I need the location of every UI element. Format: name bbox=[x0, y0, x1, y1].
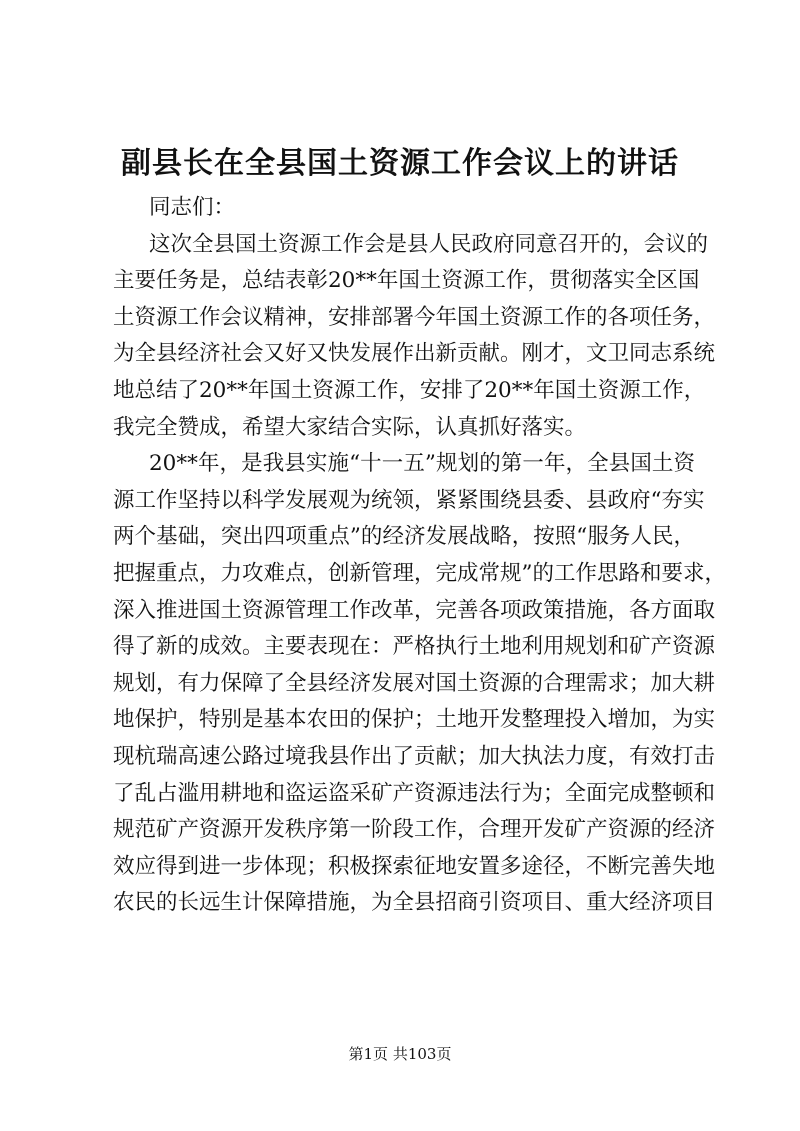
paragraph-line: 这次全县国土资源工作会是县人民政府同意召开的，会议的 bbox=[149, 231, 709, 257]
paragraph-line: 为全县经济社会又好又快发展作出新贡献。刚才，文卫同志系统 bbox=[113, 341, 716, 367]
paragraph-line: 地保护，特别是基本农田的保护；土地开发整理投入增加，为实 bbox=[113, 707, 716, 733]
paragraph-line: 规划，有力保障了全县经济发展对国土资源的合理需求；加大耕 bbox=[113, 670, 716, 696]
paragraph-line: 源工作坚持以科学发展观为统领，紧紧围绕县委、县政府“夯实 bbox=[113, 487, 705, 513]
paragraph-line: 我完全赞成，希望大家结合实际，认真抓好落实。 bbox=[113, 414, 587, 440]
paragraph-line: 了乱占滥用耕地和盗运盗采矿产资源违法行为；全面完成整顿和 bbox=[113, 780, 716, 806]
paragraph-line: 深入推进国土资源管理工作改革，完善各项政策措施，各方面取 bbox=[113, 597, 716, 623]
paragraph-line: 两个基础，突出四项重点”的经济发展战略，按照“服务人民， bbox=[113, 524, 695, 550]
paragraph-line: 现杭瑞高速公路过境我县作出了贡献；加大执法力度，有效打击 bbox=[113, 743, 716, 769]
paragraph-line: 把握重点，力攻难点，创新管理，完成常规”的工作思路和要求， bbox=[113, 560, 726, 586]
paragraph-line: 得了新的成效。主要表现在：严格执行土地利用规划和矿产资源 bbox=[113, 634, 716, 660]
document-title: 副县长在全县国土资源工作会议上的讲话 bbox=[121, 146, 679, 181]
paragraph-line: 20**年，是我县实施“十一五”规划的第一年，全县国土资 bbox=[149, 451, 695, 477]
paragraph-line: 土资源工作会议精神，安排部署今年国土资源工作的各项任务， bbox=[113, 304, 716, 330]
salutation-line: 同志们： bbox=[149, 195, 236, 220]
paragraph-line: 地总结了20**年国土资源工作，安排了20**年国土资源工作， bbox=[113, 377, 706, 403]
paragraph-line: 农民的长远生计保障措施，为全县招商引资项目、重大经济项目 bbox=[113, 890, 716, 916]
paragraph-line: 规范矿产资源开发秩序第一阶段工作，合理开发矿产资源的经济 bbox=[113, 817, 716, 843]
page-footer: 第1页 共103页 bbox=[348, 1045, 452, 1063]
paragraph-line: 效应得到进一步体现；积极探索征地安置多途径，不断完善失地 bbox=[113, 853, 716, 879]
document-body bbox=[113, 190, 726, 922]
paragraph-line: 主要任务是，总结表彰20**年国土资源工作，贯彻落实全区国 bbox=[113, 268, 700, 294]
